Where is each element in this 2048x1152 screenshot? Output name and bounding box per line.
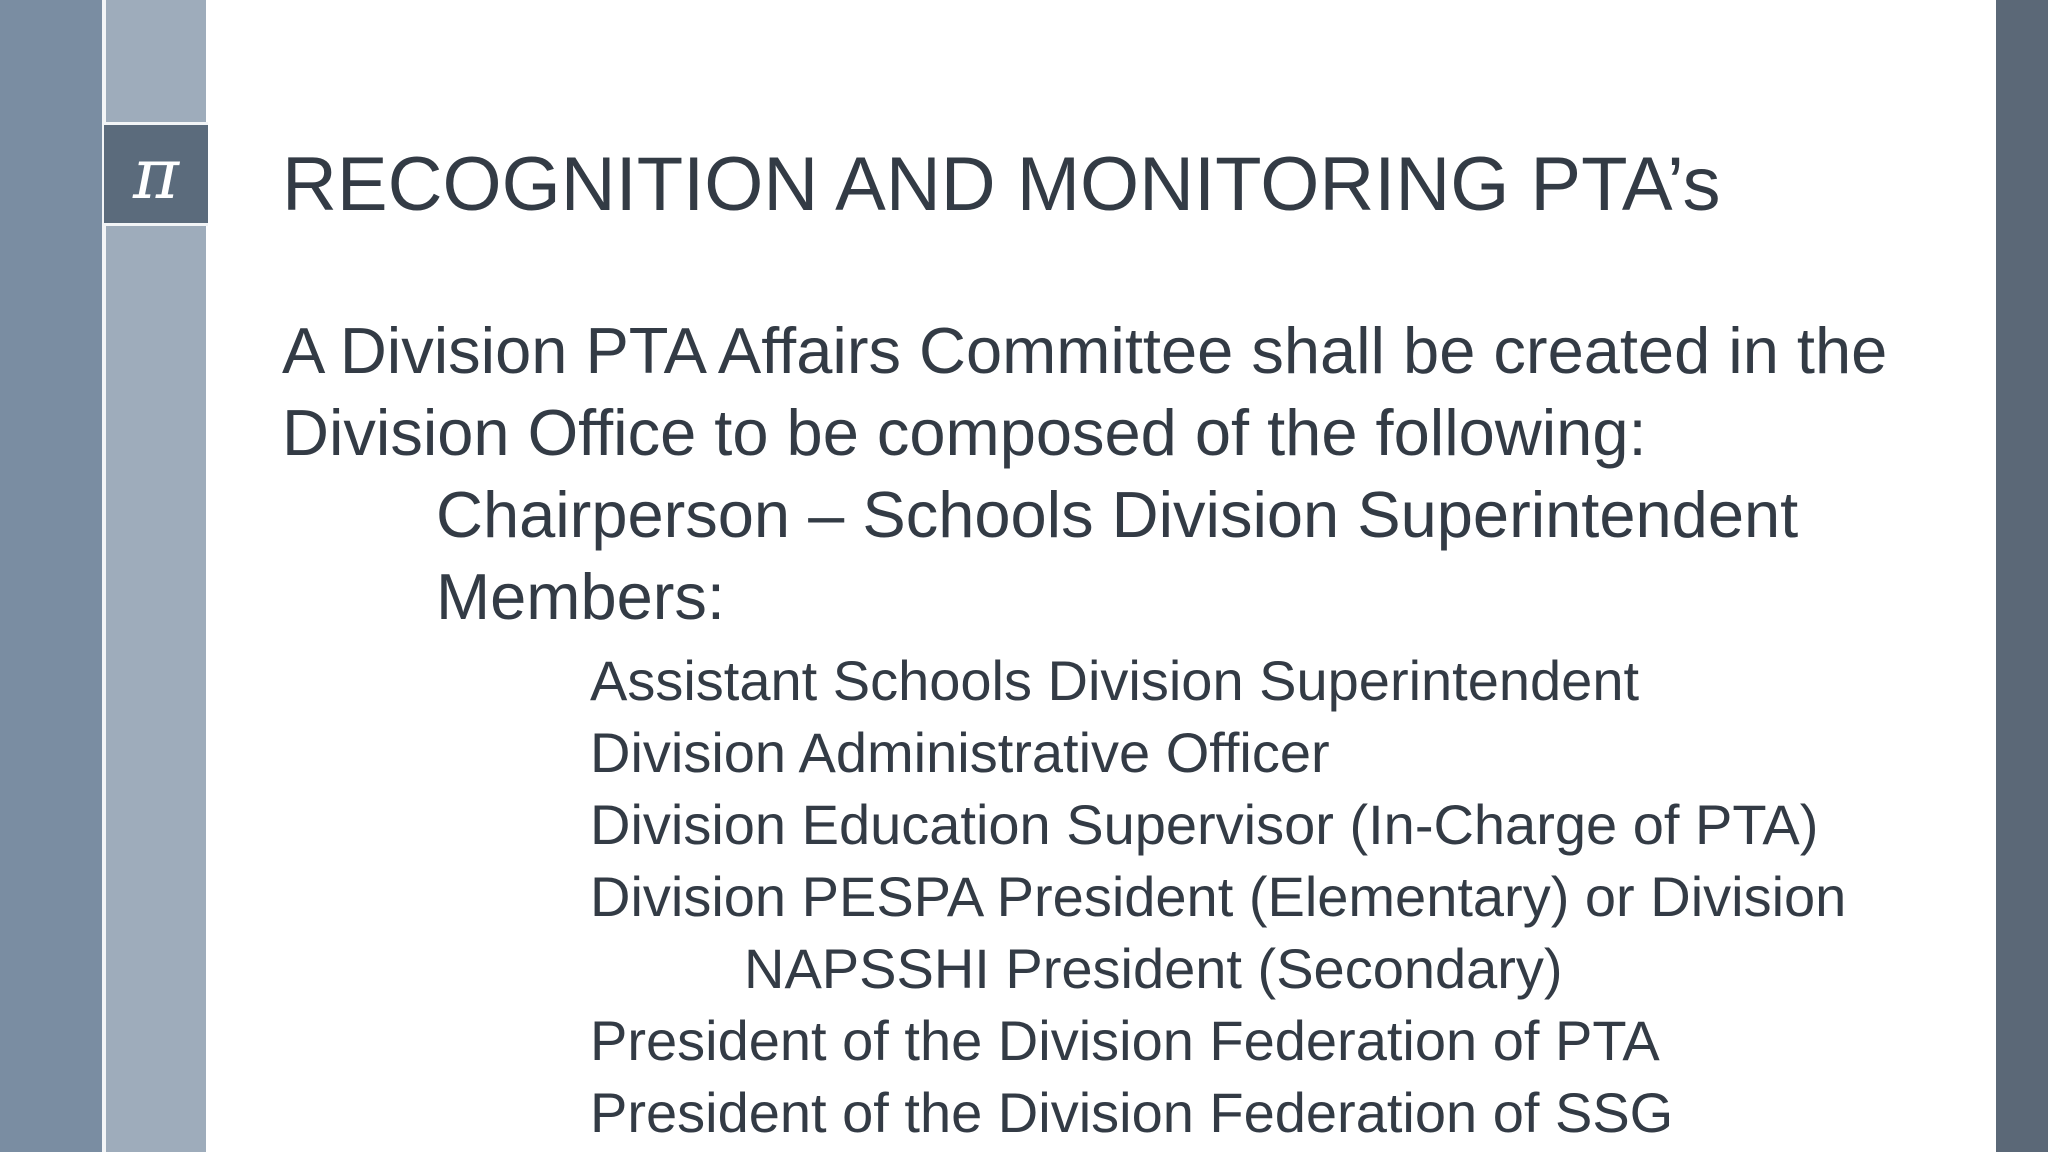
slide-title: RECOGNITION AND MONITORING PTA’s <box>282 142 1721 227</box>
left-accent-bar <box>0 0 102 1152</box>
member-item-continued: NAPSSHI President (Secondary) <box>744 937 1563 1000</box>
member-item: Division Education Supervisor (In-Charge of PTA) <box>590 793 1819 856</box>
chairperson-line: Chairperson – Schools Division Superintendent <box>436 478 1799 551</box>
pi-logo-icon <box>104 122 208 226</box>
pi-symbol: π <box>132 133 179 215</box>
member-item: President of the Division Federation of PTA <box>590 1009 1660 1072</box>
member-item: Assistant Schools Division Superintendent <box>590 649 1640 712</box>
intro-line-2: Division Office to be composed of the following: <box>282 396 1647 469</box>
member-item: Division Administrative Officer <box>590 721 1330 784</box>
member-item: Division PESPA President (Elementary) or Division <box>590 865 1847 928</box>
right-accent-bar <box>1996 0 2048 1152</box>
intro-paragraph <box>282 310 1982 474</box>
member-item: President of the Division Federation of SSG <box>590 1081 1674 1144</box>
members-label: Members: <box>436 560 725 633</box>
intro-line-1: A Division PTA Affairs Committee shall be created in the <box>282 314 1888 387</box>
